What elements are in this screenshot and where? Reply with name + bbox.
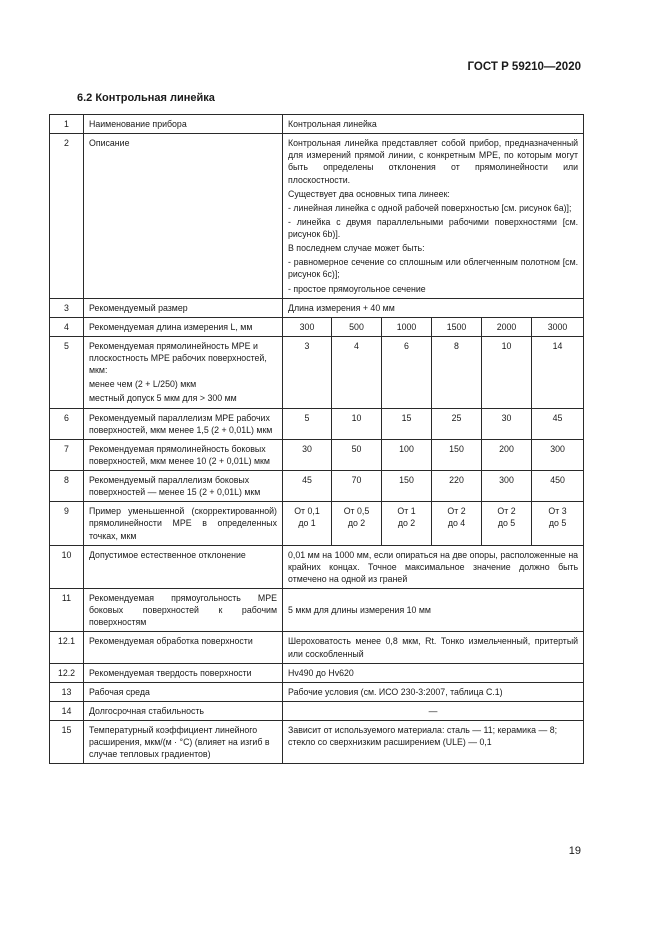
section-title: 6.2 Контрольная линейка (77, 92, 215, 104)
cell-value: 45 (532, 408, 584, 439)
row-value: 0,01 мм на 1000 мм, если опираться на две опоры, расположенные на крайних концах. Точное максимальное значение должно быть отмечено на одной из граней (283, 545, 584, 588)
row-label: Допустимое естественное отклонение (84, 545, 283, 588)
cell-value: 6 (382, 336, 432, 408)
cell-value: 450 (532, 471, 584, 502)
row-label: Рекомендуемая обработка поверхности (84, 632, 283, 663)
description-paragraph: Существует два основных типа линеек: (288, 188, 450, 199)
row-value: — (283, 701, 584, 720)
length-value: 1000 (382, 317, 432, 336)
label-line: Рекомендуемая прямолинейность MPE и плоскостность MPE рабочих поверхностей, мкм: (89, 340, 267, 376)
table-row (50, 721, 584, 764)
row-number: 6 (50, 408, 84, 439)
row-number: 4 (50, 317, 84, 336)
length-value: 2000 (482, 317, 532, 336)
length-value: 300 (283, 317, 332, 336)
row-label: Рекомендуемая прямоугольность MPE боковых поверхностей к рабочим поверхностям (84, 589, 283, 632)
row-value: Длина измерения + 40 мм (283, 298, 584, 317)
row-label: Пример уменьшенной (скорректированной) прямолинейности MPE в определенных точках, мкм (84, 502, 283, 545)
table-row (50, 589, 584, 632)
row-label: Рекомендуемая прямолинейность боковых поверхностей, мкм менее 10 (2 + 0,01L) мкм (84, 439, 283, 470)
table-row (50, 336, 584, 408)
label-line: менее чем (2 + L/250) мкм (89, 379, 197, 390)
table-row (50, 471, 584, 502)
range-from: От 2 (497, 506, 516, 517)
row-number: 15 (50, 721, 84, 764)
cell-value: 150 (432, 439, 482, 470)
cell-value: 5 (283, 408, 332, 439)
cell-value: 300 (532, 439, 584, 470)
table-row (50, 663, 584, 682)
range-from: От 3 (548, 506, 567, 517)
row-label: Температурный коэффициент линейного расширения, мкм/(м · °С) (влияет на изгиб в случае тепловых градиентов) (84, 721, 283, 764)
length-value: 500 (332, 317, 382, 336)
row-label: Наименование прибора (84, 115, 283, 134)
table-row (50, 298, 584, 317)
row-label (84, 336, 283, 408)
description-paragraph: - линейка с двумя параллельными рабочими поверхностями [см. рисунок 6b)]. (288, 216, 579, 239)
row-number: 10 (50, 545, 84, 588)
row-number: 1 (50, 115, 84, 134)
row-label: Долгосрочная стабильность (84, 701, 283, 720)
range-from: От 1 (397, 506, 416, 517)
table-row (50, 439, 584, 470)
cell-value: 150 (382, 471, 432, 502)
range-to: до 2 (347, 518, 366, 529)
row-value: Рабочие условия (см. ИСО 230-3:2007, таблица С.1) (283, 682, 584, 701)
row-value: Hv490 до Hv620 (283, 663, 584, 682)
table-row (50, 317, 584, 336)
cell-value: 200 (482, 439, 532, 470)
table-row (50, 682, 584, 701)
length-value: 1500 (432, 317, 482, 336)
cell-value: 15 (382, 408, 432, 439)
cell-value: 45 (283, 471, 332, 502)
row-label: Рекомендуемая длина измерения L, мм (84, 317, 283, 336)
cell-value: 4 (332, 336, 382, 408)
range-value (283, 502, 332, 545)
cell-value: 50 (332, 439, 382, 470)
description-paragraph: - линейная линейка с одной рабочей поверхностью [см. рисунок 6a)]; (288, 202, 572, 213)
row-number: 5 (50, 336, 84, 408)
cell-value: 300 (482, 471, 532, 502)
page-number: 19 (568, 845, 581, 857)
row-value (283, 134, 584, 299)
row-label: Рекомендуемая твердость поверхности (84, 663, 283, 682)
cell-value: 70 (332, 471, 382, 502)
row-number: 12.1 (50, 632, 84, 663)
row-value: Шероховатость менее 0,8 мкм, Rt. Тонко измельченный, притертый или соскобленный (283, 632, 584, 663)
table-row (50, 502, 584, 545)
row-label: Рабочая среда (84, 682, 283, 701)
length-value: 3000 (532, 317, 584, 336)
row-number: 12.2 (50, 663, 84, 682)
table-row (50, 701, 584, 720)
range-value (432, 502, 482, 545)
row-label: Рекомендуемый размер (84, 298, 283, 317)
range-value (332, 502, 382, 545)
row-number: 7 (50, 439, 84, 470)
cell-value: 25 (432, 408, 482, 439)
range-value (482, 502, 532, 545)
row-label: Описание (84, 134, 283, 299)
range-to: до 5 (497, 518, 516, 529)
cell-value: 100 (382, 439, 432, 470)
cell-value: 8 (432, 336, 482, 408)
table-row (50, 408, 584, 439)
row-number: 14 (50, 701, 84, 720)
description-paragraph: Контрольная линейка представляет собой прибор, предназначенный для измерений прямой линии, с конкретным MPE, по которым могут быть определены отклонения от прямолинейности или плоскостности. (288, 138, 579, 185)
cell-value: 30 (482, 408, 532, 439)
table-row (50, 545, 584, 588)
cell-value: 10 (332, 408, 382, 439)
row-label: Рекомендуемый параллелизм боковых поверхностей — менее 15 (2 + 0,01L) мкм (84, 471, 283, 502)
range-from: От 0,5 (343, 506, 370, 517)
range-to: до 1 (298, 518, 316, 529)
specification-table (49, 114, 584, 764)
row-number: 11 (50, 589, 84, 632)
row-number: 9 (50, 502, 84, 545)
table-row (50, 134, 584, 299)
range-from: От 2 (447, 506, 466, 517)
range-to: до 4 (447, 518, 466, 529)
row-number: 2 (50, 134, 84, 299)
document-number: ГОСТ Р 59210—2020 (467, 61, 581, 73)
row-value: Контрольная линейка (283, 115, 584, 134)
table-row (50, 632, 584, 663)
row-number: 13 (50, 682, 84, 701)
range-from: От 0,1 (294, 506, 320, 517)
range-value (382, 502, 432, 545)
description-paragraph: В последнем случае может быть: (288, 243, 425, 254)
range-to: до 5 (548, 518, 567, 529)
cell-value: 14 (532, 336, 584, 408)
description-paragraph: - равномерное сечение со сплошным или облегченным полотном [см. рисунок 6c)]; (288, 257, 579, 280)
row-value: 5 мкм для длины измерения 10 мм (283, 589, 584, 632)
range-value (532, 502, 584, 545)
label-line: местный допуск 5 мкм для > 300 мм (89, 393, 237, 404)
description-paragraph: - простое прямоугольное сечение (288, 283, 426, 294)
row-number: 3 (50, 298, 84, 317)
table-row (50, 115, 584, 134)
cell-value: 220 (432, 471, 482, 502)
row-value: Зависит от используемого материала: сталь — 11; керамика — 8; стекло со сверхнизким расширением (ULE) — 0,1 (283, 721, 584, 764)
row-label: Рекомендуемый параллелизм MPE рабочих поверхностей, мкм менее 1,5 (2 + 0,01L) мкм (84, 408, 283, 439)
row-number: 8 (50, 471, 84, 502)
cell-value: 3 (283, 336, 332, 408)
cell-value: 30 (283, 439, 332, 470)
range-to: до 2 (397, 518, 416, 529)
cell-value: 10 (482, 336, 532, 408)
